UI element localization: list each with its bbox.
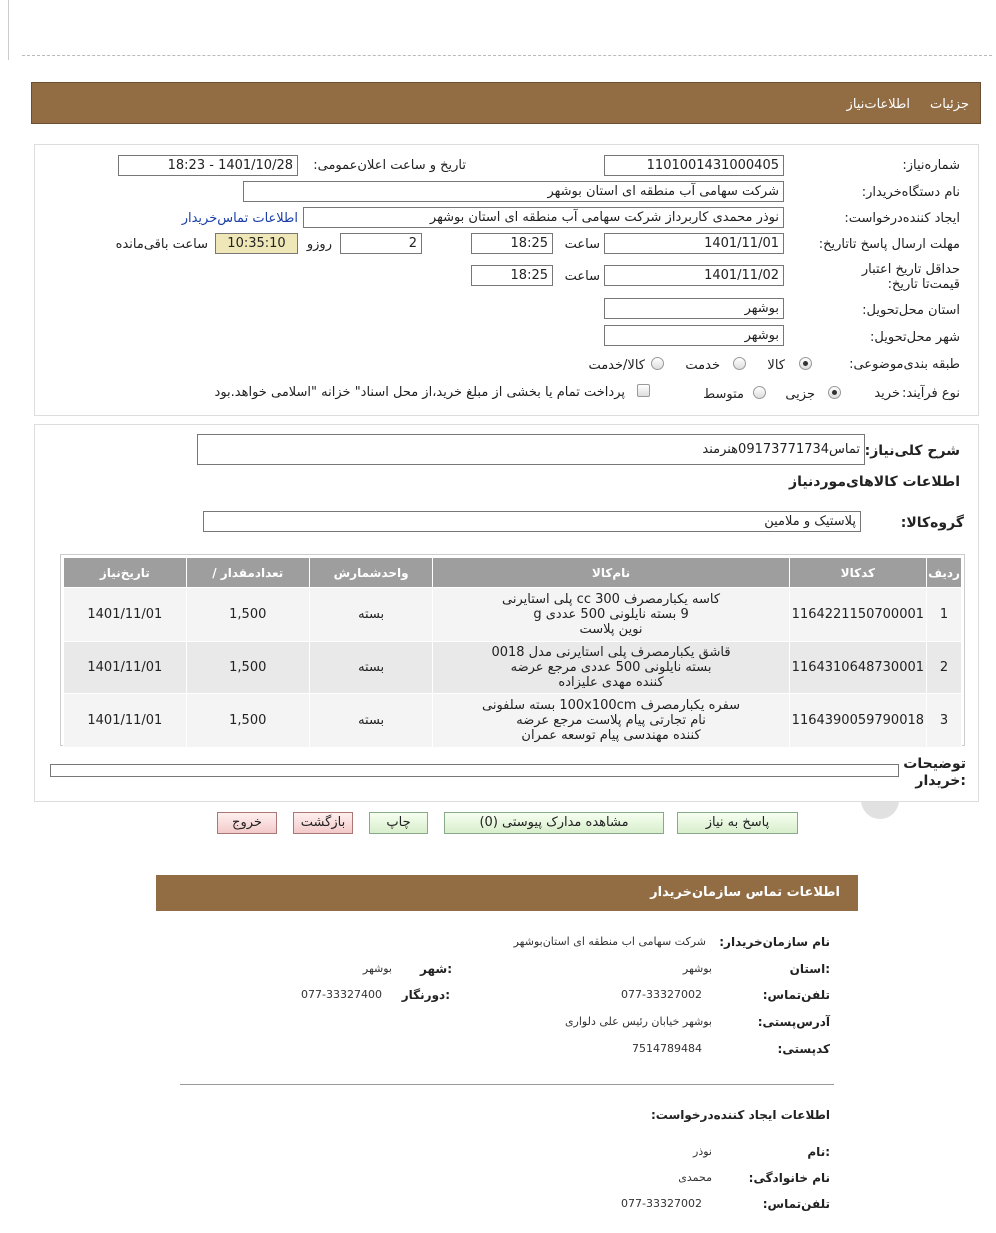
province-field: بوشهر <box>604 298 784 319</box>
buyer-contact-header <box>156 875 858 911</box>
creator-name-value: نوذر <box>693 1145 712 1158</box>
cell-name <box>433 694 789 748</box>
tab-need-info[interactable]: اطلاعات‌نیاز <box>846 97 910 112</box>
view-documents-button[interactable]: مشاهده مدارک پیوستی (0) <box>444 812 664 834</box>
category-label: طبقه بندی‌موضوعی: <box>849 357 960 372</box>
col-header-date: تاریخ‌نیاز <box>64 558 187 588</box>
cell-unit: بسته <box>309 588 433 642</box>
exit-button[interactable]: خروج <box>217 812 277 834</box>
cell-idx: 3 <box>927 694 962 748</box>
creator-name-label: :نام <box>807 1145 830 1159</box>
cell-name-line: نام تجارتی پیام پلاست مرجع عرضه <box>516 713 706 728</box>
cell-name <box>433 642 789 694</box>
items-table <box>63 557 962 748</box>
validity-time-label: ساعت <box>564 269 600 284</box>
buyer-contact-link[interactable]: اطلاعات تماس‌خریدار <box>181 211 298 226</box>
creator-family-label: نام خانوادگی: <box>748 1171 830 1185</box>
table-row[interactable] <box>64 588 962 642</box>
table-row[interactable] <box>64 642 962 694</box>
cell-unit: بسته <box>309 642 433 694</box>
cell-name-line: کننده مهدی علیزاده <box>558 675 664 690</box>
category-both-label: کالا/خدمت <box>588 358 645 373</box>
description-field: تماس09173771734هنرمند <box>197 434 865 465</box>
print-button[interactable]: چاپ <box>369 812 428 834</box>
buyer-label: نام دستگاه‌خریدار: <box>861 185 960 200</box>
deadline-label: مهلت ارسال پاسخ تا‌تاریخ: <box>818 237 960 252</box>
cell-idx: 2 <box>927 642 962 694</box>
back-button[interactable]: بازگشت <box>293 812 353 834</box>
goods-info-title: اطلاعات کالاهای‌موردنیاز <box>789 474 960 490</box>
category-goods-label: کالا <box>767 358 785 373</box>
description-label: شرح کلی‌نیاز: <box>864 443 960 459</box>
cell-name-line: 9 بسته نایلونی 500 عددی g <box>533 607 689 622</box>
process-medium-radio[interactable] <box>753 386 766 399</box>
contact-postal-value: 7514789484 <box>632 1042 702 1055</box>
cell-date: 1401/11/01 <box>64 642 187 694</box>
need-number-label: شماره‌نیاز: <box>902 158 960 173</box>
col-header-unit: واحدشمارش <box>309 558 433 588</box>
col-header-name: نام‌کالا <box>433 558 789 588</box>
buyer-contact-title: اطلاعات تماس سازمان‌خریدار <box>650 885 840 900</box>
cell-name-line: کاسه یکبارمصرف cc 300 پلی استایرنی <box>502 592 721 607</box>
cell-code: 1164310648730001 <box>789 642 926 694</box>
org-name-label: نام سازمان‌خریدار: <box>719 935 830 949</box>
col-header-code: کدکالا <box>789 558 926 588</box>
buyer-field: شرکت سهامی آب منطقه ای استان بوشهر <box>243 181 784 202</box>
deadline-time-field: 18:25 <box>471 233 553 254</box>
validity-time-field: 18:25 <box>471 265 553 286</box>
buyer-notes-label: توضیحات <box>903 756 966 772</box>
contact-city-value: بوشهر <box>362 962 392 975</box>
category-goods-radio[interactable] <box>799 357 812 370</box>
process-partial-radio[interactable] <box>828 386 841 399</box>
process-type-label: نوع فرآیند: <box>902 386 960 401</box>
city-label: شهر محل‌تحویل: <box>870 330 960 345</box>
creator-phone-value: 077-33327002 <box>621 1197 702 1210</box>
cell-unit: بسته <box>309 694 433 748</box>
days-label: روزو <box>306 237 332 252</box>
cell-name-line: کننده مهندسی پیام توسعه عمران <box>521 728 701 743</box>
goods-group-label: گروه‌کالا: <box>900 515 964 531</box>
province-label: استان محل‌تحویل: <box>862 303 960 318</box>
contact-province-label: :استان <box>789 962 830 976</box>
category-both-radio[interactable] <box>651 357 664 370</box>
contact-fax-value: 077-33327400 <box>301 988 382 1001</box>
treasury-payment-text: پرداخت تمام یا بخشی از مبلغ خرید،از محل اسناد" خزانه "اسلامی خواهد.بود <box>214 385 625 400</box>
tab-details[interactable]: جزئیات <box>930 97 969 112</box>
table-row[interactable] <box>64 694 962 748</box>
header-bar <box>31 82 981 124</box>
contact-address-label: آدرس‌پستی: <box>757 1015 830 1029</box>
org-name-value: شرکت سهامی اب منطقه ای استان‌بوشهر <box>513 935 706 948</box>
category-service-radio[interactable] <box>733 357 746 370</box>
deadline-date-field: 1401/11/01 <box>604 233 784 254</box>
announce-date-label: تاریخ و ساعت اعلان‌عمومی: <box>313 158 466 173</box>
left-border-line <box>8 0 9 60</box>
remaining-time-field: 10:35:10 <box>215 233 298 254</box>
contact-fax-label: :دورنگار <box>401 988 450 1002</box>
cell-date: 1401/11/01 <box>64 694 187 748</box>
cell-name-line: بسته نایلونی 500 عددی مرجع عرضه <box>510 660 712 675</box>
col-header-qty: تعداد‌مقدار / <box>186 558 309 588</box>
goods-group-field: پلاستیک و ملامین <box>203 511 861 532</box>
contact-postal-label: کد‌پستی: <box>777 1042 830 1056</box>
remaining-label: ساعت باقی‌مانده <box>115 237 208 252</box>
deadline-time-label: ساعت <box>564 237 600 252</box>
treasury-payment-checkbox[interactable] <box>637 384 650 397</box>
contact-city-label: :شهر <box>420 962 452 976</box>
announce-date-field: 1401/10/28 - 18:23 <box>118 155 298 176</box>
buyer-notes-label-2: :خریدار <box>915 773 966 789</box>
contact-separator <box>180 1084 834 1085</box>
buyer-notes-field <box>50 764 899 777</box>
cell-name-line: قاشق یکبارمصرف پلی استایرنی مدل 0018 <box>491 645 731 660</box>
top-dashed-divider <box>22 55 992 56</box>
cell-name <box>433 588 789 642</box>
table-header-row <box>64 558 962 588</box>
cell-idx: 1 <box>927 588 962 642</box>
col-header-idx: ردیف <box>927 558 962 588</box>
validity-date-field: 1401/11/02 <box>604 265 784 286</box>
contact-address-value: بوشهر خیابان رئیس علی دلواری <box>564 1015 712 1028</box>
contact-phone-value: 077-33327002 <box>621 988 702 1001</box>
creator-info-title: اطلاعات ایجاد کننده‌درخواست: <box>650 1108 830 1122</box>
cell-qty: 1,500 <box>186 642 309 694</box>
creator-family-value: محمدی <box>678 1171 712 1184</box>
validity-label: حداقل تاریخ اعتبار قیمت‌تا تاریخ: <box>861 262 960 292</box>
creator-phone-label: تلفن‌تماس: <box>762 1197 830 1211</box>
city-field: بوشهر <box>604 325 784 346</box>
cell-date: 1401/11/01 <box>64 588 187 642</box>
cell-qty: 1,500 <box>186 588 309 642</box>
cell-code: 1164221150700001 <box>789 588 926 642</box>
creator-field: نوذر محمدی کاربرداز شرکت سهامی آب منطقه ای استان بوشهر <box>303 207 784 228</box>
process-buy-label: خرید <box>874 386 900 401</box>
cell-name-line: نوین پلاست <box>579 622 643 637</box>
cell-name-line: سفره یکبارمصرف 100x100cm بسته سلفونی <box>482 698 741 713</box>
cell-code: 1164390059790018 <box>789 694 926 748</box>
category-service-label: خدمت <box>685 358 720 373</box>
process-medium-label: متوسط <box>703 387 744 402</box>
reply-button[interactable]: پاسخ به نیاز <box>677 812 798 834</box>
contact-province-value: بوشهر <box>682 962 712 975</box>
process-partial-label: جزیی <box>785 387 815 402</box>
cell-qty: 1,500 <box>186 694 309 748</box>
creator-label: ایجاد کننده‌درخواست: <box>844 211 960 226</box>
contact-phone-label: تلفن‌تماس: <box>762 988 830 1002</box>
days-field: 2 <box>340 233 422 254</box>
need-number-field: 1101001431000405 <box>604 155 784 176</box>
